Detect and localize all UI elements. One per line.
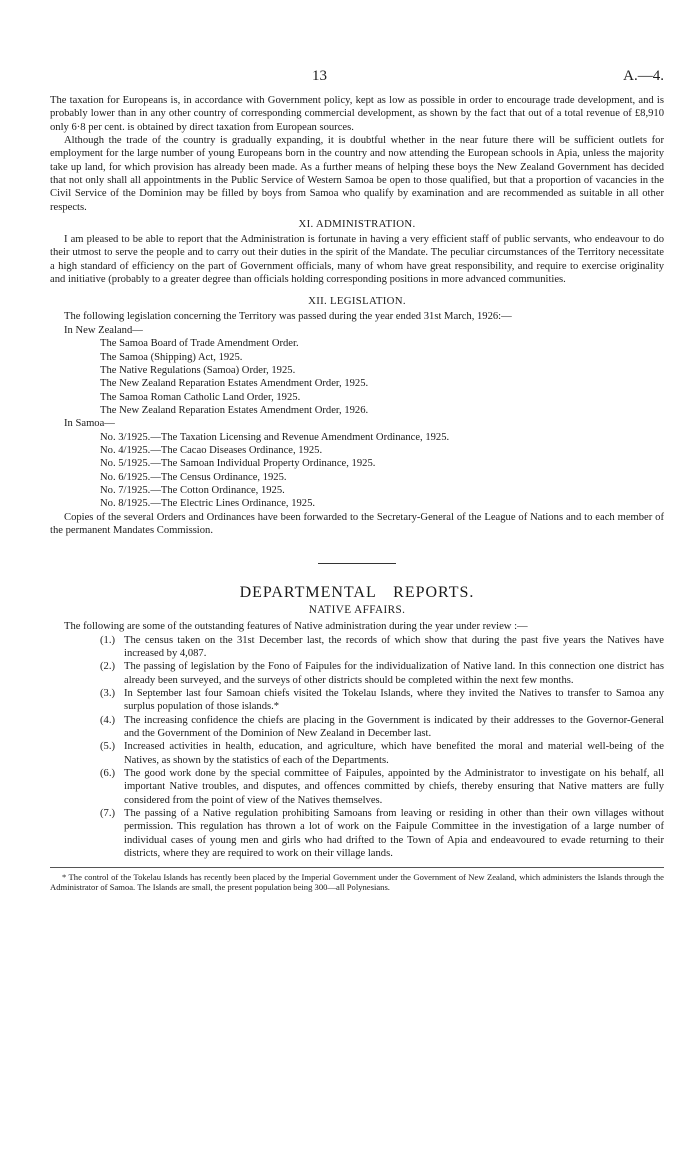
list-item: The Samoa Board of Trade Amendment Order. bbox=[100, 338, 299, 350]
paragraph-legislation-intro: The following legislation concerning the Territory was passed during the year ended 31st March, 1926:— bbox=[64, 311, 512, 323]
page-number: 13 bbox=[312, 68, 327, 84]
page-header bbox=[50, 68, 664, 94]
item-text: The good work done by the special committee of Faipules, appointed by the Administrator to investigate on his behalf, all important Native troubles, and disputes, and offences committed by chiefs, thereby ensuring that Native matters are fully considered from the point of view of the Natives themselves. bbox=[124, 768, 664, 806]
item-number: (4.) bbox=[100, 714, 116, 726]
native-affairs-list bbox=[50, 634, 664, 861]
paragraph-legislation-closing: Copies of the several Orders and Ordinances have been forwarded to the Secretary-General of the League of Nations and to each member of the permanent Mandates Commission. bbox=[50, 511, 664, 536]
paragraph-administration: I am pleased to be able to report that the Administration is fortunate in having a very efficient staff of public servants, who endeavour to do their utmost to serve the people and to carry out their duties in the spirit of the Mandate. The peculiar circumstances of the Territory necessitate a high standard of efficiency on the part of Government officials, many of whom have great responsibility, and require to exercise originality and initiative (probably to a greater degree than officials holding corresponding positions in more advanced communities. bbox=[50, 234, 664, 286]
list-heading-new-zealand: In New Zealand— bbox=[64, 324, 143, 336]
footnote-rule bbox=[50, 867, 664, 868]
list-item: No. 4/1925.—The Cacao Diseases Ordinance, 1925. bbox=[100, 444, 323, 456]
list-item: The Samoa (Shipping) Act, 1925. bbox=[100, 351, 243, 363]
list-item: The Samoa Roman Catholic Land Order, 1925. bbox=[100, 391, 301, 403]
numbered-item bbox=[50, 714, 664, 741]
item-number: (5.) bbox=[100, 741, 116, 753]
numbered-item bbox=[50, 687, 664, 714]
item-text: Increased activities in health, education, and agriculture, which have benefited the moral and material well-being of the Natives, as shown by the statistics of each of the Departments. bbox=[124, 741, 664, 766]
list-item: No. 5/1925.—The Samoan Individual Property Ordinance, 1925. bbox=[100, 458, 376, 470]
numbered-item bbox=[50, 740, 664, 767]
item-number: (6.) bbox=[100, 768, 116, 780]
item-number: (3.) bbox=[100, 688, 116, 700]
paragraph-native-intro: The following are some of the outstanding features of Native administration during the year under review :— bbox=[64, 621, 528, 633]
list-item: The New Zealand Reparation Estates Amendment Order, 1926. bbox=[100, 404, 369, 416]
footnote: * The control of the Tokelau Islands has recently been placed by the Imperial Government under the Government of New Zealand, which administers the Islands through the Administrator of Samoa. The Islands are small, the present population being 300—all Polynesians. bbox=[50, 871, 664, 893]
paragraph-trade: Although the trade of the country is gradually expanding, it is doubtful whether in the near future there will be sufficient outlets for employment for the large number of young Europeans born in the country and now attending the European schools in Apia, unless the majority take up land, for which provision has already been made. As a further means of helping these boys the New Zealand Government has decided that not only shall all appointments in the Public Service of Western Samoa be open to those qualified, but that a proportion of vacancies in the Civil Service of the Dominion may be filled by boys from Samoa who qualify by examination and are recommended as suitable in all other respects. bbox=[50, 135, 664, 213]
document-reference: A.—4. bbox=[623, 68, 664, 84]
list-item: No. 8/1925.—The Electric Lines Ordinance, 1925. bbox=[100, 498, 316, 510]
section-heading-legislation: XII. LEGISLATION. bbox=[308, 295, 406, 308]
section-heading-administration: XI. ADMINISTRATION. bbox=[298, 218, 416, 231]
list-samoa bbox=[50, 431, 664, 511]
item-number: (1.) bbox=[100, 634, 116, 646]
section-divider bbox=[318, 563, 396, 564]
native-affairs-subtitle: NATIVE AFFAIRS. bbox=[308, 604, 406, 617]
item-text: The census taken on the 31st December last, the records of which show that during the past five years the Natives have increased by 4,087. bbox=[124, 634, 664, 659]
list-item: The New Zealand Reparation Estates Amendment Order, 1925. bbox=[100, 378, 369, 390]
list-item: The Native Regulations (Samoa) Order, 1925. bbox=[100, 364, 296, 376]
numbered-item bbox=[50, 634, 664, 661]
paragraph-taxation: The taxation for Europeans is, in accordance with Government policy, kept as low as possible in order to encourage trade development, and is probably lower than in any other country of corresponding commercial development, as shown by the fact that out of a total revenue of £8,910 only 6·8 per cent. is obtained by direct taxation from European sources. bbox=[50, 95, 664, 133]
list-item: No. 3/1925.—The Taxation Licensing and Revenue Amendment Ordinance, 1925. bbox=[100, 431, 450, 443]
numbered-item bbox=[50, 660, 664, 687]
item-text: The passing of legislation by the Fono of Faipules for the individualization of Native land. In this connection one district has already been surveyed, and the surveys of other districts should be completed within the next few months. bbox=[124, 661, 664, 686]
item-text: The passing of a Native regulation prohibiting Samoans from leaving or residing in other than their own villages without permission. This regulation has thrown a lot of work on the Faipule Committee in the investigation of a large number of individual cases of young men and girls who had drifted to the Town of Apia and endeavoured to evade returning to their districts, where they are required to work on their village lands. bbox=[124, 808, 664, 860]
document-page bbox=[50, 68, 664, 893]
item-number: (7.) bbox=[100, 808, 116, 820]
list-heading-samoa: In Samoa— bbox=[64, 418, 115, 430]
list-new-zealand bbox=[50, 337, 664, 417]
departmental-reports-title: DEPARTMENTAL REPORTS. bbox=[239, 584, 475, 602]
numbered-item bbox=[50, 807, 664, 860]
list-item: No. 6/1925.—The Census Ordinance, 1925. bbox=[100, 471, 287, 483]
item-text: The increasing confidence the chiefs are placing in the Government is indicated by their addresses to the Governor-General and the Government of the Dominion of New Zealand in December last. bbox=[124, 714, 664, 740]
item-text: In September last four Samoan chiefs visited the Tokelau Islands, where they invited the Natives to transfer to Samoa any surplus population of those islands.* bbox=[124, 688, 664, 713]
numbered-item bbox=[50, 767, 664, 807]
list-item: No. 7/1925.—The Cotton Ordinance, 1925. bbox=[100, 484, 285, 496]
item-number: (2.) bbox=[100, 661, 116, 673]
